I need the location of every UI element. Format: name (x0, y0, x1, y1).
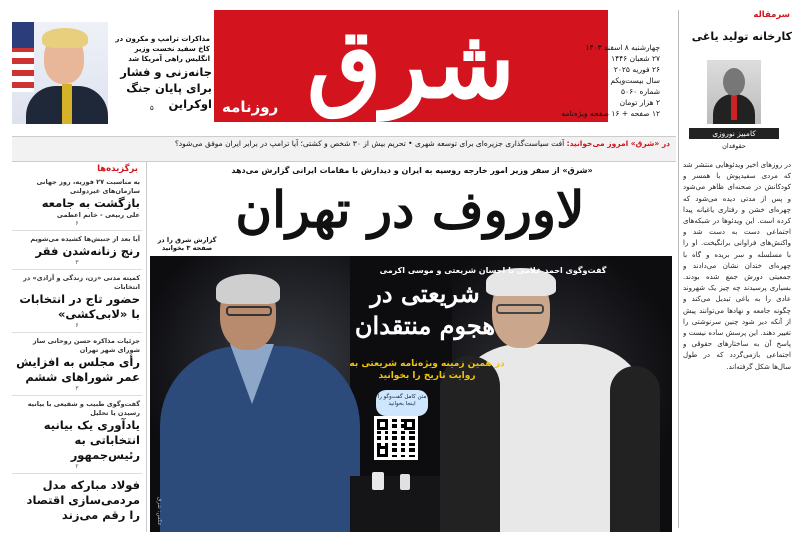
item-headline: حضور تاج در انتخابات با «لابی‌کشی» (19, 292, 140, 321)
list-item[interactable]: کمیته مدنی «زن، زندگی و آزادی» در انتخابات حضور تاج در انتخابات با «لابی‌کشی» ۶ (12, 270, 142, 333)
issue-date: چهارشنبه ۸ اسفند ۱۴۰۳ (585, 43, 660, 52)
trump-teaser-headline[interactable]: جانه‌زنی و فشار برای پایان جنگ اوکراین (120, 65, 212, 111)
photo-credit: عکس: شرق (156, 497, 162, 526)
water-glass-icon (372, 472, 384, 490)
newspaper-logo[interactable] (214, 10, 608, 122)
list-item[interactable] (12, 474, 142, 526)
logo-text: شرق (307, 10, 515, 120)
author-name: کامبیز نوروزی (689, 128, 779, 139)
column-divider (146, 162, 147, 532)
glasses-icon (226, 306, 272, 316)
strip-label: در «شرق» امروز می‌خوانید: (566, 139, 670, 148)
list-item[interactable]: جزئیات مذاکره حسن روحانی ساز شورای شهر تهران رأی مجلس به افزایش عمر شوراهای ششم ۳ (12, 333, 142, 396)
author-avatar (707, 60, 761, 124)
editorial-body: در روزهای اخیر ویدئوهایی منتشر شد که مردی سفیدپوش با همسر و کودکانش در صحنه‌ای ظاهر می‌شود و پس از مدتی دیده می‌شود که چهره‌ای خشن و رفتاری یاغیانه پیدا کرده است. این ویدئوها در شبکه‌های اجتماعی دست به دست شد و واکنش‌های فراوانی برانگیخت. او را با مسلسله و سر بریده و گاه با چهره‌ای خندان نشان می‌دادند و جمعیتی دورش جمع شده بودند. بسیاری پرسیدند چه چیز یک شهروند عادی را به یاغی تبدیل می‌کند و چگونه جامعه و نهادها می‌توانند پیش از آنکه دیر شود چنین سرنوشتی را تغییر دهند. این پرسش ساده نیست و پاسخ آن به ساختارهای حقوقی و اجتماعی بازمی‌گردد که در طول سال‌ها شکل گرفته‌اند. (683, 161, 791, 371)
item-headline: بازگشت به جامعه (41, 196, 140, 210)
main-story-lead[interactable]: «شرق» از سفر وزیر امور خارجه روسیه به ایران و دیدارش با مقامات ایرانی گزارش می‌دهد (231, 166, 593, 175)
trump-teaser-kicker[interactable]: مذاکرات ترامپ و مکرون در کاخ سفید نخست وزیر انگلیس راهی آمریکا شد (115, 35, 210, 63)
issue-number: شماره ۵۰۶۰ (621, 87, 660, 96)
list-item[interactable]: آیا بعد از جنبش‌ها کشیده می‌شویم رنج زنانه‌شدن فقر ۳ (12, 231, 142, 270)
list-item[interactable]: گفت‌وگوی طبیب و شفیعی با بیانیه رسیدن یا تحلیل یادآوری یک بیانیه انتخاباتی به رئیس‌جمهور ۲ (12, 396, 142, 474)
water-glass-icon (400, 474, 410, 490)
strip-line-1[interactable]: آفت سیاست‌گذاری جزیره‌ای برای توسعه شهری • تحریم بیش از ۳۰ شخص و کشتی؛ آیا ترامپ در برابر ایران موفق می‌شود؟ (174, 139, 565, 148)
item-headline: رنج زنانه‌شدن فقر (35, 244, 140, 258)
editorial-tag: سرمقاله (753, 10, 790, 20)
issue-gregorian-date: ۲۶ فوریه ۲۰۲۵ (613, 65, 660, 74)
author-role: حقوقدان (722, 142, 746, 150)
interview-photo[interactable] (150, 256, 672, 532)
list-item[interactable]: به مناسبت ۲۷ فوریه، روز جهانی سازمان‌های غیردولتی بازگشت به جامعه علی ربیعی - خانم اعظمی ۶ (12, 174, 142, 231)
item-headline: رأی مجلس به افزایش عمر شوراهای ششم (16, 355, 140, 384)
item-headline: فولاد مبارکه مدل مردمی‌سازی اقتصاد را رقم می‌زند (26, 478, 140, 522)
item-headline: یادآوری یک بیانیه انتخاباتی به رئیس‌جمهور (43, 418, 140, 462)
highlights-column (12, 162, 142, 532)
highlights-tag: برگزیده‌ها (97, 164, 138, 174)
editorial-column (678, 10, 792, 528)
us-flag-icon (12, 22, 34, 92)
qr-code-icon[interactable] (374, 416, 418, 460)
main-headline[interactable]: لاوروف در تهران (235, 180, 585, 239)
issue-info (556, 42, 660, 119)
logo-subtitle: روزنامه (222, 98, 279, 116)
issue-hijri-date: ۲۷ شعبان ۱۴۴۶ (611, 54, 660, 63)
interview-headline[interactable]: شریعتی در هجوم منتقدان (354, 279, 496, 340)
interview-subhead[interactable]: در همین زمینه ویژه‌نامه شریعتی به روایت تاریخ را بخوانید (349, 359, 505, 381)
trump-photo[interactable] (12, 22, 108, 124)
editorial-title[interactable]: کارخانه تولید یاغی (691, 30, 792, 43)
read-full-badge[interactable]: متن کامل گفت‌وگو را اینجا بخوانید (376, 390, 428, 416)
issue-pages: ۱۲ صفحه + ۱۶ صفحه ویژه‌نامه (561, 109, 660, 118)
trump-teaser-page: ۵ (150, 104, 154, 112)
issue-price: ۲ هزار تومان (619, 98, 660, 107)
todays-headlines-strip (12, 136, 676, 162)
table (350, 476, 440, 532)
interview-kicker[interactable]: گفت‌وگوی احمد غلامی با احسان شریعتی و موسی اکرمی (379, 266, 607, 275)
main-story-pointer[interactable]: گزارش شرق را در صفحه ۳ بخوانید (157, 236, 217, 252)
issue-year: سال بیست‌ویکم (610, 76, 660, 85)
